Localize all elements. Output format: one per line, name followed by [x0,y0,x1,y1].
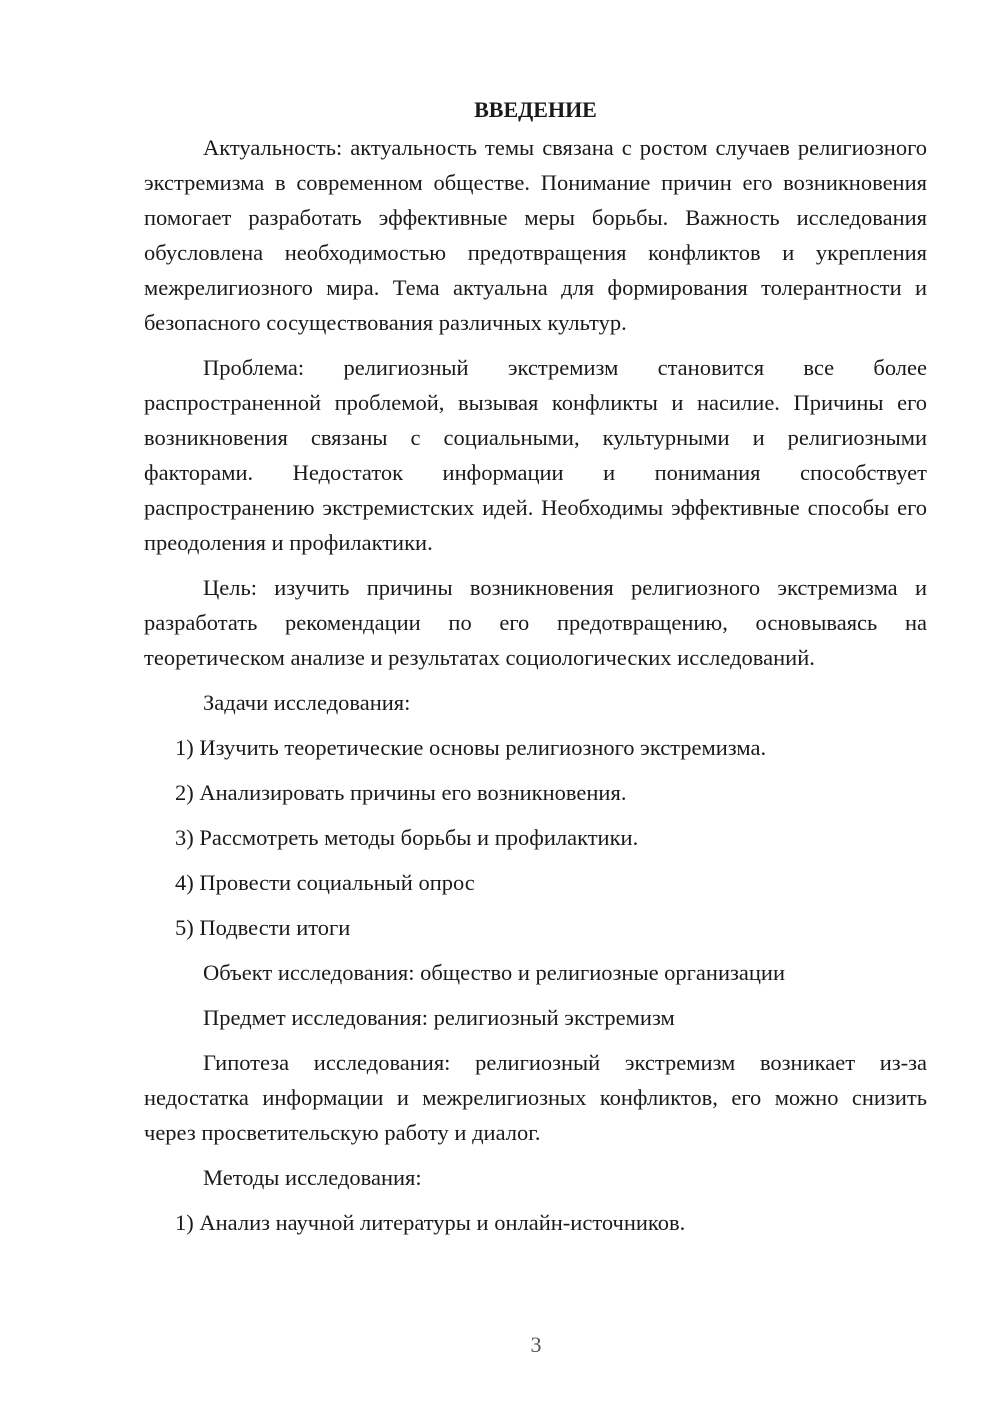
list-item: 5) Подвести итоги [175,915,351,940]
methods-label: Методы исследования: [203,1165,422,1190]
page-number: 3 [530,1332,542,1357]
list-item: 3) Рассмотреть методы борьбы и профилактики. [175,825,639,850]
list-item: 1) Изучить теоретические основы религиозного экстремизма. [175,735,767,760]
relevance-paragraph: Актуальность: актуальность темы связана с ростом случаев религиозного экстремизма в современном обществе. Понимание причин его возникновения помогает разработать эффективные меры борьбы. Важность исследования обусловлена необходимостью предотвращения конфликтов и укрепления межрелигиозного мира. Тема актуальна для формирования толерантности и безопасного сосуществования различных культур. [144,135,927,335]
research-subject: Предмет исследования: религиозный экстремизм [203,1005,675,1030]
research-object: Объект исследования: общество и религиозные организации [203,960,785,985]
page-title: ВВЕДЕНИЕ [474,97,597,122]
list-item: 2) Анализировать причины его возникновения. [175,780,627,805]
list-item: 1) Анализ научной литературы и онлайн-источников. [175,1210,686,1235]
hypothesis-paragraph: Гипотеза исследования: религиозный экстремизм возникает из-за недостатка информации и межрелигиозных конфликтов, его можно снизить через просветительскую работу и диалог. [144,1050,927,1145]
tasks-label: Задачи исследования: [203,690,411,715]
problem-paragraph: Проблема: религиозный экстремизм становится все более распространенной проблемой, вызывая конфликты и насилие. Причины его возникновения связаны с социальными, культурными и религиозными факторами. Недостаток информации и понимания способствует распространению экстремистских идей. Необходимы эффективные способы его преодоления и профилактики. [144,355,927,555]
page-content [144,92,927,1250]
goal-paragraph: Цель: изучить причины возникновения религиозного экстремизма и разработать рекомендации по его предотвращению, основываясь на теоретическом анализе и результатах социологических исследований. [144,575,927,670]
list-item: 4) Провести социальный опрос [175,870,475,895]
